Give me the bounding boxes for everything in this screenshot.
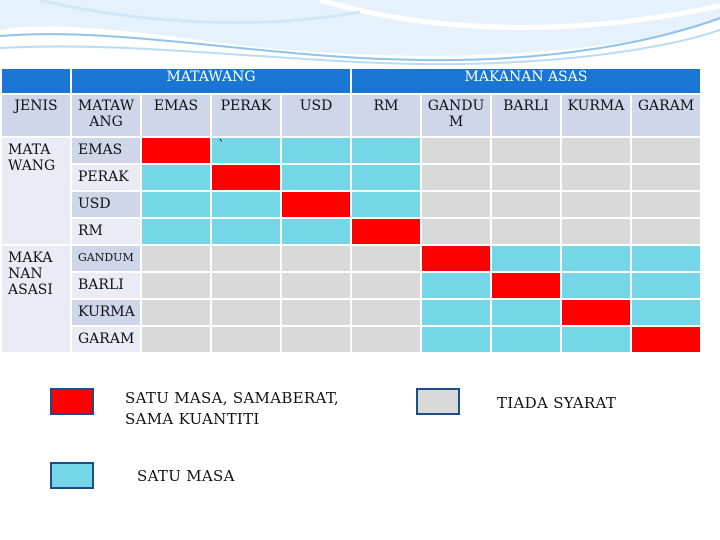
cell-gray	[421, 164, 491, 191]
cell-gray	[141, 272, 211, 299]
cell-gray	[281, 245, 351, 272]
row-label-garam: GARAM	[71, 326, 141, 353]
legend-label-gray: TIADA SYARAT	[497, 394, 617, 412]
cell-gray	[421, 191, 491, 218]
cell-blue	[211, 191, 281, 218]
row-label-perak: PERAK	[71, 164, 141, 191]
row-label-emas: EMAS	[71, 137, 141, 164]
cell-gray	[211, 326, 281, 353]
cell-gray	[351, 299, 421, 326]
col-perak: PERAK	[211, 94, 281, 137]
cell-blue	[141, 164, 211, 191]
cell-gray	[491, 218, 561, 245]
cell-blue	[421, 326, 491, 353]
cell-blue	[281, 164, 351, 191]
cell-red	[631, 326, 701, 353]
cell-blue	[561, 326, 631, 353]
header-blank	[1, 68, 71, 94]
col-jenis: JENIS	[1, 94, 71, 137]
cell-gray	[211, 245, 281, 272]
table-row	[1, 137, 701, 164]
header-row	[1, 68, 701, 94]
decorative-wave-banner	[0, 0, 720, 70]
cell-gray	[491, 191, 561, 218]
cell-blue	[491, 245, 561, 272]
cell-gray	[351, 272, 421, 299]
cell-gray	[561, 218, 631, 245]
cell-blue	[351, 191, 421, 218]
cell-red	[491, 272, 561, 299]
row-label-barli: BARLI	[71, 272, 141, 299]
cell-red	[351, 218, 421, 245]
cell-blue	[491, 326, 561, 353]
table-row	[1, 191, 701, 218]
cell-gray	[141, 245, 211, 272]
cell-blue	[631, 272, 701, 299]
cell-gray	[631, 191, 701, 218]
col-emas: EMAS	[141, 94, 211, 137]
cell-gray	[281, 299, 351, 326]
table-row	[1, 164, 701, 191]
cell-gray	[421, 137, 491, 164]
cell-gray	[211, 272, 281, 299]
col-rm: RM	[351, 94, 421, 137]
cell-gray	[561, 191, 631, 218]
cell-blue	[561, 245, 631, 272]
cell-red	[281, 191, 351, 218]
cell-blue	[351, 164, 421, 191]
table-row	[1, 299, 701, 326]
cell-gray	[631, 164, 701, 191]
col-matawang: MATAW ANG	[71, 94, 141, 137]
cell-gray	[351, 245, 421, 272]
cell-gray	[491, 137, 561, 164]
cell-gray	[141, 299, 211, 326]
cell-blue	[491, 299, 561, 326]
cell-blue	[281, 218, 351, 245]
row-label-rm: RM	[71, 218, 141, 245]
exchange-conditions-table	[0, 67, 702, 354]
group-matawang: MATA WANG	[1, 137, 71, 245]
cell-red	[561, 299, 631, 326]
table-row	[1, 245, 701, 272]
legend-label-blue: SATU MASA	[137, 467, 235, 485]
cell-blue	[211, 137, 281, 164]
col-kurma: KURMA	[561, 94, 631, 137]
cell-gray	[141, 326, 211, 353]
cell-blue	[351, 137, 421, 164]
col-gandum: GANDU M	[421, 94, 491, 137]
table-row	[1, 272, 701, 299]
row-label-usd: USD	[71, 191, 141, 218]
cell-gray	[281, 326, 351, 353]
cell-gray	[491, 164, 561, 191]
cell-red	[211, 164, 281, 191]
col-usd: USD	[281, 94, 351, 137]
cell-gray	[421, 218, 491, 245]
cell-gray	[351, 326, 421, 353]
cell-blue	[421, 272, 491, 299]
cell-gray	[281, 272, 351, 299]
legend-swatch-gray	[416, 388, 460, 415]
table-row	[1, 326, 701, 353]
cell-red	[421, 245, 491, 272]
cell-blue	[561, 272, 631, 299]
cell-blue	[631, 299, 701, 326]
cell-gray	[561, 137, 631, 164]
cell-gray	[631, 137, 701, 164]
col-garam: GARAM	[631, 94, 701, 137]
cell-gray	[561, 164, 631, 191]
cell-blue	[281, 137, 351, 164]
cell-gray	[631, 218, 701, 245]
stray-mark: `	[218, 138, 225, 154]
cell-gray	[211, 299, 281, 326]
header-makanan-asas: MAKANAN ASAS	[351, 68, 701, 94]
cell-blue	[141, 191, 211, 218]
subheader-row	[1, 94, 701, 137]
row-label-kurma: KURMA	[71, 299, 141, 326]
col-barli: BARLI	[491, 94, 561, 137]
cell-blue	[631, 245, 701, 272]
group-makanan-asas: MAKA NAN ASASI	[1, 245, 71, 353]
cell-blue	[211, 218, 281, 245]
cell-blue	[421, 299, 491, 326]
cell-blue	[141, 218, 211, 245]
legend-label-red: SATU MASA, SAMABERAT, SAMA KUANTITI	[125, 389, 339, 428]
table-row	[1, 218, 701, 245]
legend-swatch-blue	[50, 462, 94, 489]
row-label-gandum: GANDUM	[71, 245, 141, 272]
header-matawang: MATAWANG	[71, 68, 351, 94]
legend-swatch-red	[50, 388, 94, 415]
cell-red	[141, 137, 211, 164]
